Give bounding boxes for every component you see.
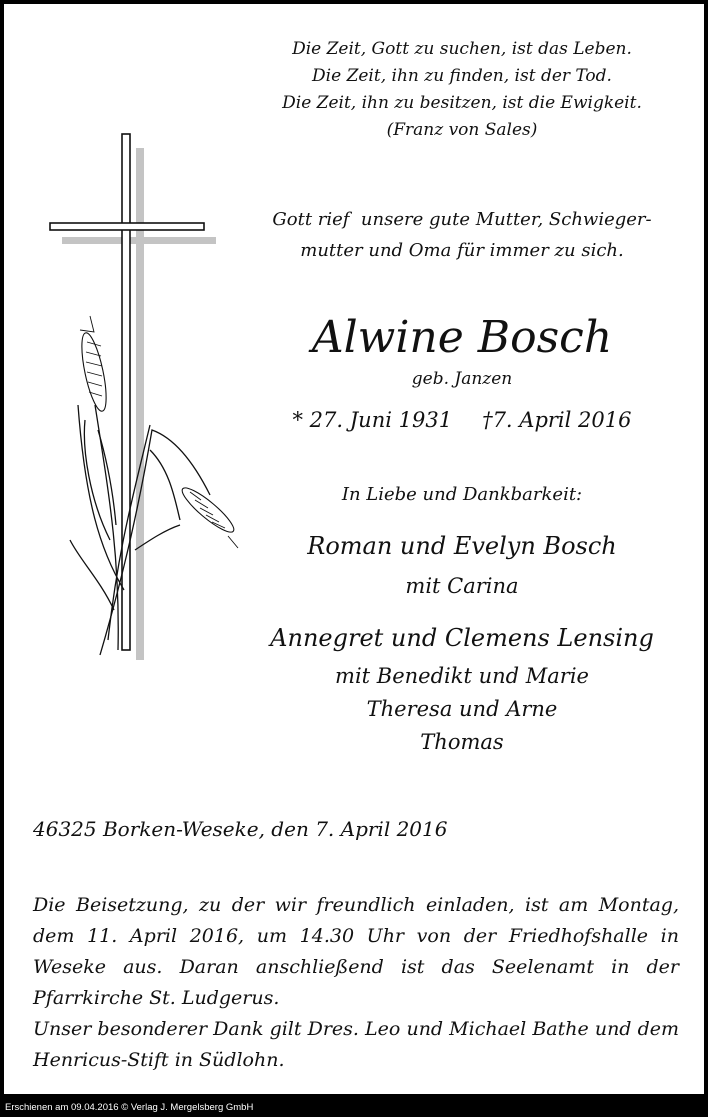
family-1-members: mit Carina [405, 574, 519, 598]
family-2-member-line: Thomas [420, 730, 504, 754]
funeral-details [33, 890, 679, 1076]
life-dates [262, 404, 662, 436]
mourners-heading: In Liebe und Dankbarkeit: [341, 484, 583, 505]
quote-line: Die Zeit, ihn zu finden, ist der Tod. [312, 66, 612, 86]
quote-block [262, 36, 662, 144]
quote-line: Die Zeit, Gott zu suchen, ist das Leben. [292, 39, 632, 59]
intro-line: Gott rief unsere gute Mutter, Schwieger- [272, 209, 652, 230]
thanks-paragraph: Unser besonderer Dank gilt Dres. Leo und Michael Bathe und dem Henricus-Stift in Südlohn. [33, 1018, 679, 1071]
intro-text [262, 204, 662, 266]
intro-line: mutter und Oma für immer zu sich. [300, 240, 624, 261]
death-date: †7. April 2016 [482, 408, 632, 432]
family-2-name: Annegret und Clemens Lensing [270, 624, 654, 652]
funeral-paragraph: Die Beisetzung, zu der wir freundlich einladen, ist am Montag, dem 11. April 2016, um 14.30 Uhr von der Friedhofshalle in Weseke aus. Daran anschließend ist das Seelenamt in der Pfarrkirche St. Ludgerus. [33, 894, 679, 1009]
family-2-member-line: Theresa und Arne [366, 697, 558, 721]
publication-footer: Erschienen am 09.04.2016 © Verlag J. Mergelsberg GmbH [0, 1098, 708, 1117]
family-2-members [262, 660, 662, 759]
cross-with-wheat-icon [40, 120, 255, 665]
family-2-member-line: mit Benedikt und Marie [335, 664, 589, 688]
family-1-name: Roman und Evelyn Bosch [307, 532, 617, 560]
maiden-name: geb. Janzen [411, 369, 513, 389]
quote-line: Die Zeit, ihn zu besitzen, ist die Ewigkeit. [282, 93, 642, 113]
deceased-name: Alwine Bosch [311, 312, 613, 363]
birth-date: * 27. Juni 1931 [292, 408, 453, 432]
place-and-date: 46325 Borken-Weseke, den 7. April 2016 [33, 817, 448, 841]
quote-author: (Franz von Sales) [386, 120, 538, 140]
